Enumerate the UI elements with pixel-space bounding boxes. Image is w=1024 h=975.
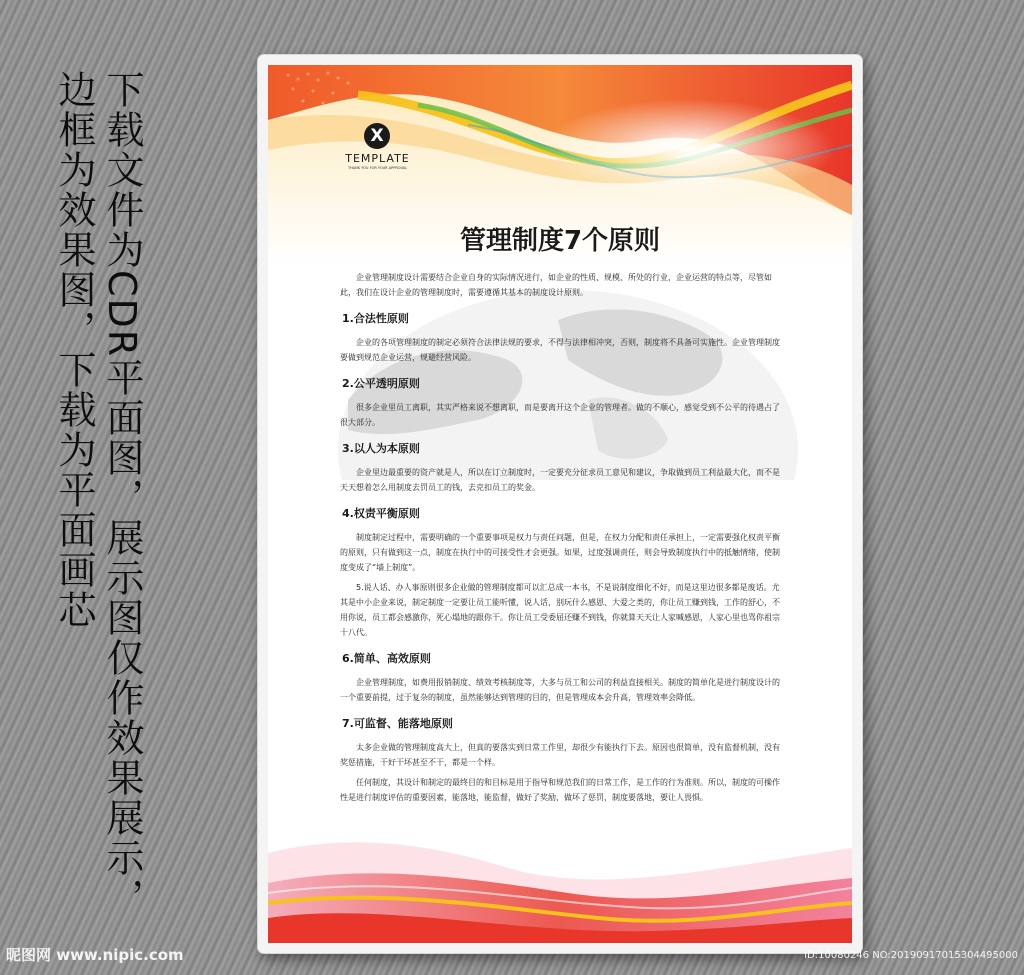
- poster-body: [340, 270, 782, 810]
- poster-frame: [258, 55, 862, 953]
- section-paragraph: 太多企业做的管理制度高大上，但真的要落实到日常工作里，却很少有能执行下去。原因也很简单，没有监督机制，没有奖惩措施，干好干坏甚至不干，都是一个样。: [340, 743, 780, 767]
- template-logo-icon: X: [364, 123, 390, 149]
- section-paragraph: 任何制度，其设计和制定的最终目的和目标是用于指导和规范我们的日常工作，是工作的行为准则。所以，制度的可操作性是进行制度评估的重要因素，能落地，能监督，做好了奖励，做坏了惩罚，制度要落地，要让人畏惧。: [340, 778, 780, 802]
- section-heading-people-oriented: 3.以人为本原则: [342, 442, 420, 455]
- section-heading-simple-efficient: 6.简单、高效原则: [342, 652, 431, 665]
- logo-text: TEMPLATE: [345, 152, 410, 165]
- section-paragraph: 企业管理制度，如费用报销制度、绩效考核制度等，大多与员工和公司的利益直接相关。制度的简单化是进行制度设计的一个重要前提，过于复杂的制度，虽然能够达到管理的目的，但是管理成本会升高，管理效率会降低。: [340, 678, 780, 702]
- section-heading-fairness: 2.公平透明原则: [342, 377, 420, 390]
- poster-title: 管理制度7个原则: [459, 226, 661, 256]
- section-paragraph: 企业里边最重要的资产就是人，所以在订立制度时，一定要充分征求员工意见和建议，争取做到员工利益最大化，而不是天天想着怎么用制度去罚员工的钱，去克扣员工的奖金。: [340, 468, 780, 492]
- section-heading-supervision: 7.可监督、能落地原则: [342, 717, 453, 730]
- section-heading-legality: 1.合法性原则: [342, 312, 409, 325]
- side-note-download: 下载文件为CDR平面图，展示图仅作效果展示，: [100, 70, 144, 919]
- section-paragraph: 企业的各项管理制度的制定必须符合法律法规的要求，不得与法律相冲突，否则，制度将不具备可实施性。企业管理制度要做到规范企业运营，规避经营风险。: [340, 338, 780, 362]
- section-paragraph: 制度制定过程中，需要明确的一个重要事项是权力与责任问题，但是，在权力分配和责任承担上，一定需要强化权责平衡的原则，只有做到这一点，制度在执行中的可接受性才会更强。如果，过度强调责任，则会导致制度执行中的抵触情绪，使制度变成了“墙上制度”。: [340, 533, 780, 572]
- section-paragraph: 5.说人话、办人事原则很多企业做的管理制度都可以汇总成一本书，不是说制度细化不好，而是这里边很多都是废话。尤其是中小企业来说，制定制度一定要让员工能听懂，说人话，别玩什么感恩、大爱之类的，你让员工赚到钱，工作的舒心，不用你说，员工都会感激你，死心塌地的跟你干。你让员工受委屈还赚不到钱，你就算天天让人家喊感恩，人家心里也骂你祖宗十八代。: [340, 583, 780, 637]
- section-paragraph: 很多企业里员工离职，其实严格来说不想离职，而是要离开这个企业的管理者。做的不顺心，感觉受到不公平的待遇占了很大部分。: [340, 403, 780, 427]
- section-heading-balance: 4.权责平衡原则: [342, 507, 420, 520]
- bottom-wave-decoration: [268, 833, 852, 943]
- logo-subtext: THANK YOU FOR YOUR APPROVAL: [348, 166, 407, 170]
- intro-paragraph: 企业管理制度设计需要结合企业自身的实际情况进行，如企业的性质、规模、所处的行业，企业运营的特点等，尽管如此，我们在设计企业的管理制度时，需要遵循其基本的制度设计原则。: [340, 273, 772, 297]
- watermark-left: 昵图网 www.nipic.com: [6, 946, 184, 964]
- side-note-frame: 边框为效果图，下载为平面画芯: [52, 70, 96, 630]
- watermark-right: ID:10080246 NO:20190917015304495000: [804, 950, 1018, 961]
- poster: [268, 65, 852, 943]
